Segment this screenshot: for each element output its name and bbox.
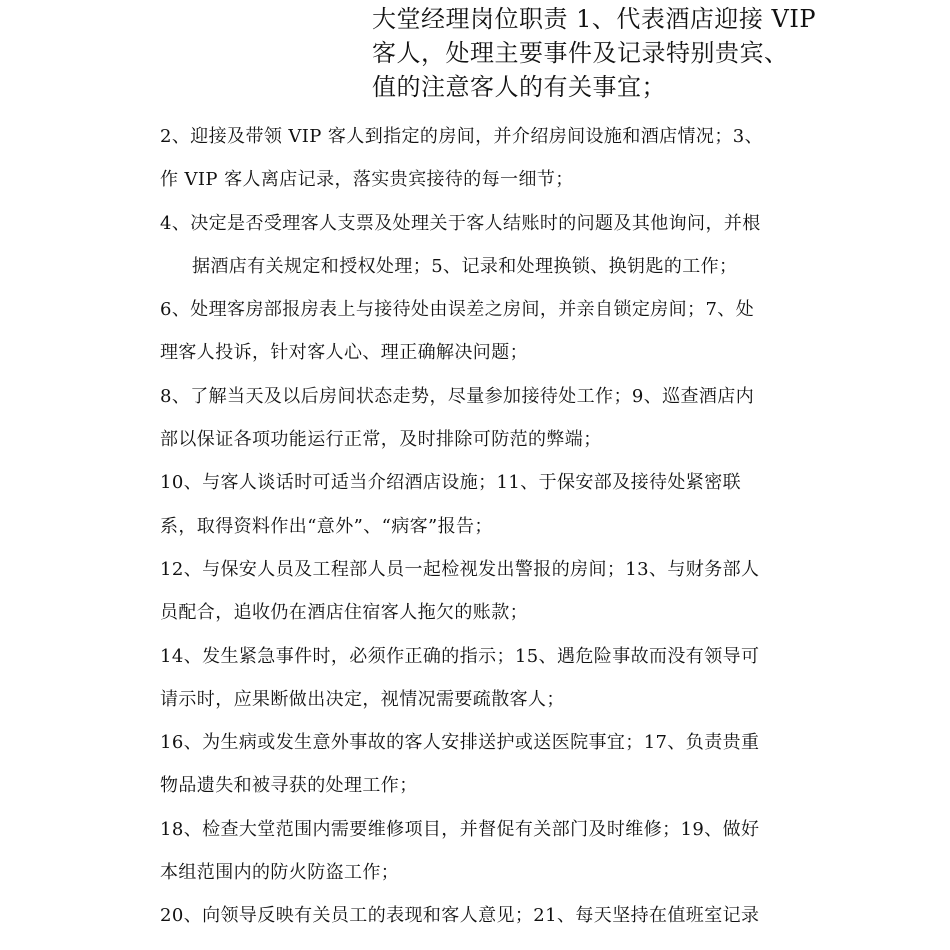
title-line: 客人，处理主要事件及记录特别贵宾、 xyxy=(372,39,789,67)
body-line: 20、向领导反映有关员工的表现和客人意见；21、每天坚持在值班室记录 xyxy=(160,905,760,927)
body-text xyxy=(160,115,850,938)
body-line: 8、了解当天及以后房间状态走势，尽量参加接待处工作；9、巡查酒店内 xyxy=(160,385,755,407)
body-line: 员配合，追收仍在酒店住宿客人拖欠的账款； xyxy=(160,602,528,624)
body-line: 14、发生紧急事件时，必须作正确的指示；15、遇危险事故而没有领导可 xyxy=(160,645,760,667)
body-line: 本组范围内的防火防盗工作； xyxy=(160,862,400,884)
body-line: 物品遗失和被寻获的处理工作； xyxy=(160,775,418,797)
body-line: 部以保证各项功能运行正常，及时排除可防范的弊端； xyxy=(160,429,602,451)
body-line: 作 VIP 客人离店记录，落实贵宾接待的每一细节； xyxy=(160,169,574,191)
body-line: 12、与保安人员及工程部人员一起检视发出警报的房间；13、与财务部人 xyxy=(160,558,760,580)
body-line: 请示时，应果断做出决定，视情况需要疏散客人； xyxy=(160,688,565,710)
body-line: 4、决定是否受理客人支票及处理关于客人结账时的问题及其他询问，并根 xyxy=(160,212,761,234)
body-line: 16、为生病或发生意外事故的客人安排送护或送医院事宜；17、负责贵重 xyxy=(160,732,760,754)
body-line: 6、处理客房部报房表上与接待处由误差之房间，并亲自锁定房间；7、处 xyxy=(160,299,755,321)
body-line: 系，取得资料作出“意外”、“病客”报告； xyxy=(160,515,493,537)
body-line: 理客人投诉，针对客人心、理正确解决问题； xyxy=(160,342,528,364)
body-line: 10、与客人谈话时可适当介绍酒店设施；11、于保安部及接待处紧密联 xyxy=(160,472,742,494)
title-line: 大堂经理岗位职责 1、代表酒店迎接 VIP xyxy=(372,5,816,33)
body-line: 据酒店有关规定和授权处理；5、记录和处理换锁、换钥匙的工作； xyxy=(192,255,738,277)
body-line: 18、检查大堂范围内需要维修项目，并督促有关部门及时维修；19、做好 xyxy=(160,818,760,840)
body-line: 2、迎接及带领 VIP 客人到指定的房间，并介绍房间设施和酒店情况；3、 xyxy=(160,126,763,147)
title-block xyxy=(372,2,842,104)
title-line: 值的注意客人的有关事宜； xyxy=(372,73,666,101)
